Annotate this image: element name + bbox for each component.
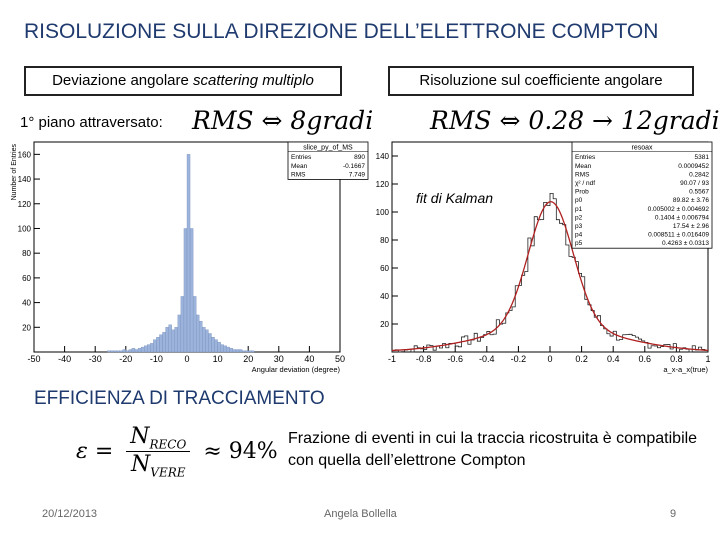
stats-key: p5	[575, 240, 583, 248]
x-tick-label: -40	[58, 354, 72, 364]
stats-key: p0	[575, 197, 583, 205]
stats-title: slice_py_of_MS	[303, 144, 353, 152]
formula-rms-right	[430, 106, 720, 135]
x-tick-label: -0.6	[447, 354, 463, 364]
y-tick-label: 80	[380, 236, 389, 245]
fraction-numerator	[126, 424, 190, 452]
histogram-bar	[239, 350, 242, 352]
histogram-bar	[181, 296, 184, 352]
histogram-bar	[111, 351, 114, 352]
stats-key: p2	[575, 214, 583, 222]
denominator-n: N	[131, 452, 151, 478]
histogram-bar	[245, 351, 248, 352]
x-tick-label: 40	[304, 354, 315, 364]
histogram-bar	[135, 350, 138, 352]
numerator-n: N	[130, 424, 150, 449]
chart-coefficient-resolution	[368, 138, 716, 372]
y-tick-label: 80	[22, 249, 31, 259]
stats-value: 0.1404 ± 0.006794	[654, 214, 709, 222]
y-tick-label: 100	[375, 208, 389, 217]
x-tick-label: 1	[705, 354, 711, 364]
stats-value: -0.1667	[342, 162, 365, 170]
x-tick-label: 0	[547, 354, 553, 364]
histogram-bar	[107, 351, 110, 352]
stats-key: p3	[575, 223, 583, 230]
histogram-bar	[199, 321, 202, 352]
stats-value: 90.07 / 93	[680, 180, 709, 187]
box-coefficient-resolution: Risoluzione sul coefficiente angolare	[388, 66, 694, 96]
histogram-bar	[166, 327, 169, 352]
formula-right-lhs: RMS	[430, 106, 492, 135]
histogram-bar	[248, 351, 251, 352]
stats-key: χ² / ndf	[575, 180, 596, 187]
x-tick-label: 10	[212, 354, 223, 364]
fraction	[126, 424, 190, 480]
box-left-text: Deviazione angolare	[52, 72, 189, 89]
footer-author: Angela Bollella	[324, 508, 397, 520]
histogram-bar	[153, 340, 156, 352]
y-tick-label: 40	[22, 298, 31, 308]
histogram-bar	[218, 342, 221, 352]
stats-key: RMS	[575, 171, 590, 179]
first-plane-label: 1° piano attraversato:	[20, 114, 163, 131]
histogram-bar	[175, 327, 178, 352]
histogram-bar	[202, 327, 205, 352]
chart-right-plot	[376, 142, 712, 374]
y-tick-label: 160	[17, 150, 31, 160]
histogram-bar	[141, 347, 144, 352]
stats-value: 17.54 ± 2.96	[672, 223, 709, 230]
histogram-bar	[190, 228, 193, 352]
x-tick-label: -10	[149, 354, 163, 364]
histogram-bar	[172, 330, 175, 352]
x-tick-label: 0.8	[670, 354, 683, 364]
y-tick-label: 20	[22, 323, 31, 333]
stats-key: p4	[575, 231, 583, 239]
x-axis-label: a_x-a_x(true)	[663, 365, 708, 374]
x-tick-label: -50	[27, 354, 41, 364]
epsilon-symbol: ε	[76, 438, 88, 464]
histogram-bar	[230, 348, 233, 352]
x-tick-label: -1	[387, 354, 397, 364]
x-tick-label: 30	[273, 354, 284, 364]
y-tick-label: 60	[22, 273, 31, 283]
histogram-bar	[138, 348, 141, 352]
formula-right-rhs: 0.28 → 12gradi	[528, 106, 720, 135]
y-tick-label: 120	[17, 199, 31, 209]
footer-page: 9	[670, 508, 677, 520]
histogram-bar	[126, 351, 129, 352]
histogram-bar	[251, 351, 254, 352]
stats-key: p1	[575, 205, 583, 213]
efficiency-value: ≈ 94%	[203, 438, 278, 464]
x-axis-label: Angular deviation (degree)	[251, 365, 340, 374]
histogram-bar	[215, 340, 218, 352]
y-tick-label: 40	[380, 292, 389, 301]
histogram-bar	[117, 351, 120, 352]
formula-left-lhs: RMS	[192, 106, 254, 135]
histogram-bar	[242, 351, 245, 352]
histogram-bar	[114, 351, 117, 352]
kalman-fit-label: fit di Kalman	[416, 190, 494, 206]
histogram-bar	[120, 351, 123, 352]
y-axis-label: Number of Entries	[11, 144, 18, 201]
double-arrow-icon: ⇔	[261, 106, 283, 135]
formula-rms-left	[192, 106, 373, 135]
stats-value: 0.4263 ± 0.0313	[662, 240, 709, 248]
x-tick-label: -20	[119, 354, 133, 364]
x-tick-label: 0.4	[606, 354, 620, 364]
histogram-bar	[196, 315, 199, 352]
efficiency-title: EFFICIENZA DI TRACCIAMENTO	[34, 388, 325, 409]
histogram-bar	[236, 350, 239, 352]
histogram-bar	[224, 346, 227, 352]
x-tick-label: 20	[243, 354, 254, 364]
stats-key: RMS	[291, 171, 306, 179]
stats-value: 0.5567	[689, 188, 709, 196]
histogram-bar	[178, 315, 181, 352]
histogram-bar	[163, 332, 166, 352]
box-left-italic: scattering multiplo	[193, 72, 314, 89]
x-tick-label: 50	[334, 354, 346, 364]
histogram-bar	[147, 345, 150, 352]
histogram-bar	[227, 347, 230, 352]
box-angular-deviation	[24, 66, 342, 96]
numerator-sub: RECO	[149, 437, 187, 452]
x-tick-label: -0.4	[479, 354, 495, 364]
histogram-bar	[132, 348, 135, 352]
chart-left-plot	[11, 142, 368, 374]
stats-value: 890	[354, 154, 365, 162]
histogram-bar	[144, 346, 147, 352]
stats-value: 5381	[694, 154, 709, 162]
x-tick-label: 0.2	[575, 354, 588, 364]
x-tick-label: -0.2	[510, 354, 527, 364]
stats-value: 0.2842	[689, 171, 709, 179]
fraction-denominator	[126, 452, 190, 479]
stats-key: Entries	[291, 154, 312, 162]
stats-value: 0.008511 ± 0.016409	[648, 231, 709, 239]
histogram-bar	[184, 228, 187, 352]
double-arrow-icon: ⇔	[499, 106, 521, 135]
stats-value: 89.82 ± 3.76	[672, 197, 709, 205]
chart-angular-deviation	[10, 138, 365, 374]
efficiency-formula	[76, 424, 278, 480]
stats-value: 7.749	[348, 171, 365, 179]
histogram-bar	[221, 345, 224, 352]
footer-date: 20/12/2013	[42, 508, 98, 520]
y-tick-label: 140	[375, 152, 389, 161]
histogram-bar	[169, 325, 172, 352]
histogram-bar	[233, 350, 236, 352]
y-tick-label: 20	[380, 320, 389, 329]
equals-sign: =	[94, 438, 114, 464]
histogram-bar	[150, 343, 153, 352]
histogram-bar	[211, 337, 214, 352]
stats-value: 0.0009452	[678, 162, 709, 170]
stats-title: resoax	[631, 144, 653, 152]
histogram-bar	[123, 350, 126, 352]
efficiency-description: Frazione di eventi in cui la traccia ricostruita è compatibile con quella dell’elettrone Compton	[288, 430, 698, 469]
stats-key: Entries	[575, 154, 596, 162]
formula-left-rhs: 8gradi	[290, 106, 374, 135]
denominator-sub: VERE	[150, 465, 186, 480]
x-tick-label: 0	[184, 354, 190, 364]
histogram-bar	[129, 350, 132, 352]
x-tick-label: -0.8	[415, 354, 432, 364]
y-tick-label: 120	[375, 180, 389, 189]
x-tick-label: -30	[88, 354, 102, 364]
slide-title: RISOLUZIONE SULLA DIREZIONE DELL’ELETTRONE COMPTON	[24, 20, 659, 43]
stats-value: 0.005002 ± 0.004692	[647, 205, 709, 213]
y-tick-label: 100	[17, 224, 31, 234]
stats-key: Mean	[291, 162, 308, 170]
histogram-bar	[193, 296, 196, 352]
histogram-bar	[208, 333, 211, 352]
y-tick-label: 140	[17, 175, 31, 185]
x-tick-label: 0.6	[638, 354, 652, 364]
stats-key: Mean	[575, 162, 592, 170]
histogram-bar	[205, 330, 208, 352]
y-tick-label: 60	[380, 264, 389, 273]
stats-key: Prob	[575, 188, 589, 196]
histogram-bar	[156, 337, 159, 352]
histogram-bar	[159, 335, 162, 352]
histogram-bar	[187, 154, 190, 352]
